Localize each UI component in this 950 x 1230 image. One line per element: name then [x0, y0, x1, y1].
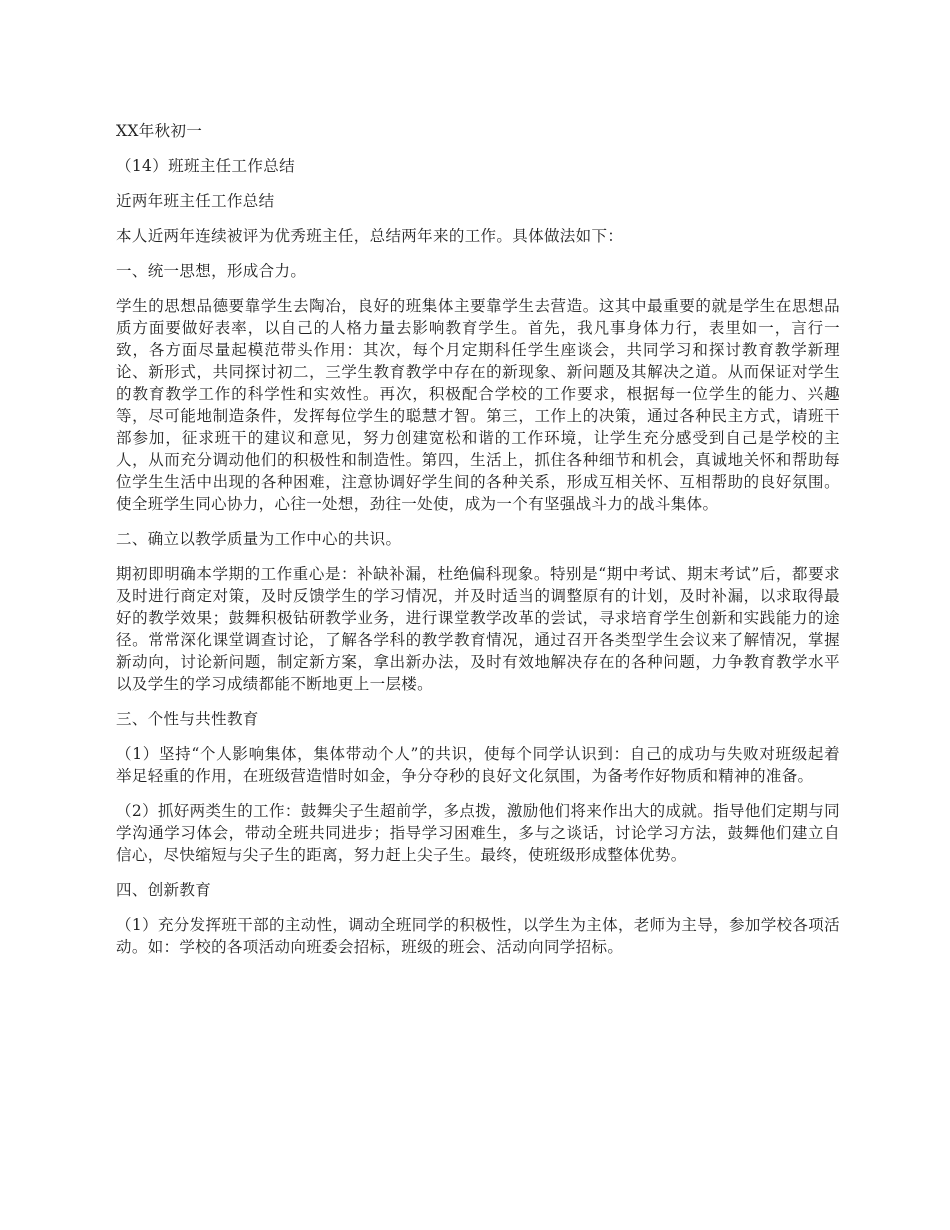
- intro-paragraph: 本人近两年连续被评为优秀班主任，总结两年来的工作。具体做法如下：: [116, 227, 624, 245]
- section-heading-4: 四、创新教育: [116, 881, 212, 899]
- doc-title-line-2: （14）班班主任工作总结: [116, 157, 295, 175]
- body-paragraph: （2）抓好两类生的工作：鼓舞尖子生超前学，多点拨，激励他们将来作出大的成就。指导他们定期与同学沟通学习体会，带动全班共同进步；指导学习困难生，多与之谈话，讨论学习方法，鼓舞他们建立自信心，尽快缩短与尖子生的距离，努力赶上尖子生。最终，使班级形成整体优势。: [116, 802, 840, 864]
- section-heading-3: 三、个性与共性教育: [116, 710, 259, 728]
- doc-title-line-1: XX年秋初一: [116, 122, 203, 140]
- body-paragraph: （1）坚持“个人影响集体，集体带动个人”的共识，使每个同学认识到：自己的成功与失败对班级起着举足轻重的作用，在班级营造惜时如金，争分夺秒的良好文化氛围，为备考作好物质和精神的准备。: [116, 745, 840, 785]
- section-heading-2: 二、确立以教学质量为工作中心的共识。: [116, 530, 402, 548]
- doc-subtitle: 近两年班主任工作总结: [116, 192, 275, 210]
- body-paragraph: 学生的思想品德要靠学生去陶冶，良好的班集体主要靠学生去营造。这其中最重要的就是学生在思想品质方面要做好表率，以自己的人格力量去影响教育学生。首先，我凡事身体力行，表里如一，言行一致，各方面尽量起模范带头作用：其次，每个月定期科任学生座谈会，共同学习和探讨教育教学新理论、新形式，共同探讨初二，三学生教育教学中存在的新现象、新问题及其解决之道。从而保证对学生的教育教学工作的科学性和实效性。再次，积极配合学校的工作要求，根据每一位学生的能力、兴趣等，尽可能地制造条件，发挥每位学生的聪慧才智。第三，工作上的决策，通过各种民主方式，请班干部参加，征求班干的建议和意见，努力创建宽松和谐的工作环境，让学生充分感受到自己是学校的主人，从而充分调动他们的积极性和制造性。第四，生活上，抓住各种细节和机会，真诚地关怀和帮助每位学生生活中出现的各种困难，注意协调好学生间的各种关系，形成互相关怀、互相帮助的良好氛围。使全班学生同心协力，心往一处想，劲往一处使，成为一个有坚强战斗力的战斗集体。: [116, 297, 840, 513]
- body-paragraph: 期初即明确本学期的工作重心是：补缺补漏，杜绝偏科现象。特别是“期中考试、期末考试”后，都要求及时进行商定对策，及时反馈学生的学习情况，并及时适当的调整原有的计划，及时补漏，以求取得最好的教学效果；鼓舞积极钻研教学业务，进行课堂教学改革的尝试，寻求培育学生创新和实践能力的途径。常常深化课堂调查讨论，了解各学科的教学教育情况，通过召开各类型学生会议来了解情况，掌握新动向，讨论新问题，制定新方案，拿出新办法，及时有效地解决存在的各种问题，力争教育教学水平以及学生的学习成绩都能不断地更上一层楼。: [116, 565, 840, 693]
- body-paragraph: （1）充分发挥班干部的主动性，调动全班同学的积极性，以学生为主体，老师为主导，参加学校各项活动。如：学校的各项活动向班委会招标，班级的班会、活动向同学招标。: [116, 916, 840, 956]
- document-page: [116, 120, 840, 971]
- section-heading-1: 一、统一思想，形成合力。: [116, 262, 307, 280]
